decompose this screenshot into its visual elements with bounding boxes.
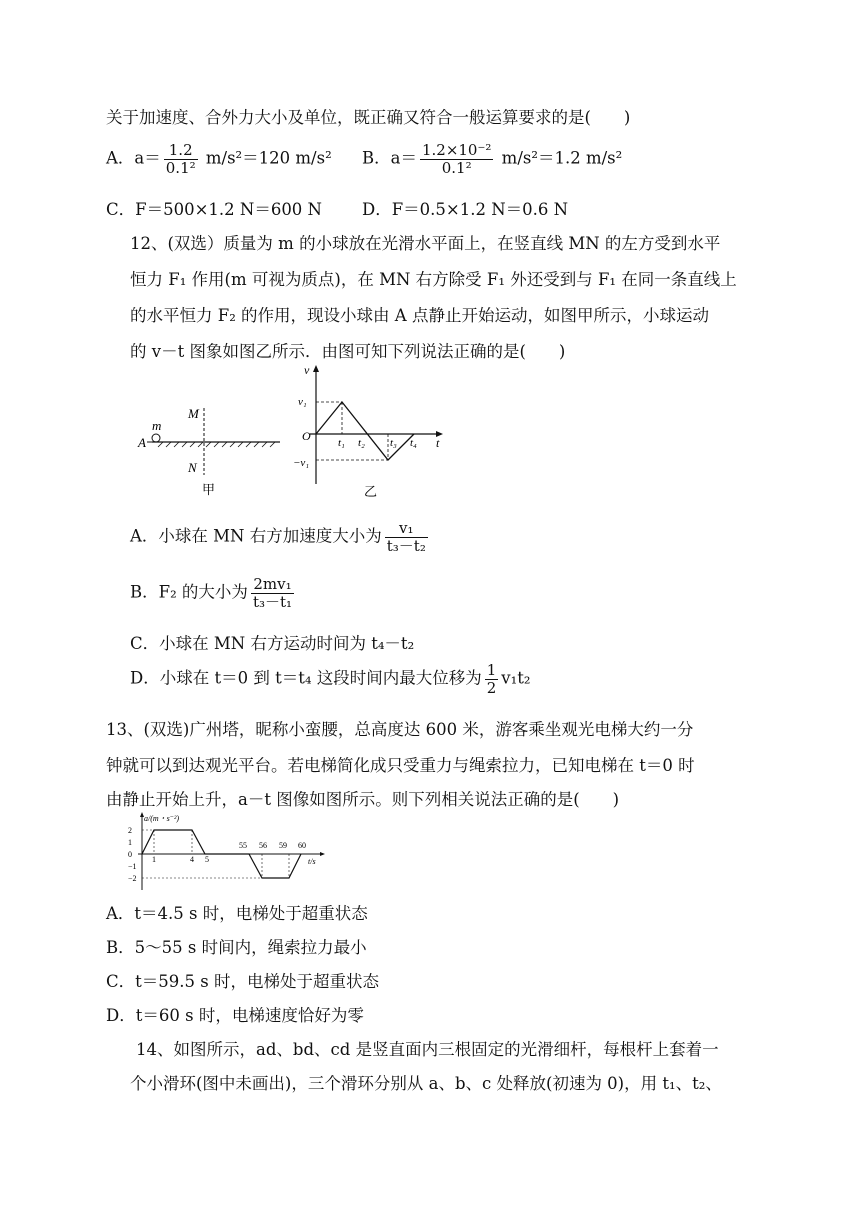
q12-d-den: 2 [486, 678, 497, 697]
at-ytick-label: −1 [128, 862, 137, 871]
q12-line1: 12、(双选）质量为 m 的小球放在光滑水平面上，在竖直线 MN 的左方受到水平 [130, 234, 721, 253]
q12-d-text: D．小球在 t＝0 到 t＝t₄ 这段时间内最大位移为 [130, 668, 482, 688]
fig-jia-m: m [152, 418, 162, 433]
fig-yi-t3: t₃ [390, 437, 397, 449]
q12-figure-yi [290, 362, 460, 502]
fig-jia-M: M [188, 406, 199, 421]
at-xtick-label: 56 [259, 841, 267, 850]
at-xtick-label: 60 [298, 841, 306, 850]
q11-option-c: C．F＝500×1.2 N＝600 N [106, 200, 322, 219]
at-xtick-label: 55 [239, 841, 247, 850]
q12-option-b [130, 576, 297, 610]
q11-a-tail: m/s²＝120 m/s² [200, 148, 332, 168]
at-xtick-label: 4 [190, 855, 194, 864]
q12-b-text: B．F₂ 的大小为 [130, 582, 248, 602]
q12-line2: 恒力 F₁ 作用(m 可视为质点)，在 MN 右方除受 F₁ 外还受到与 F₁ 在同一条直线上 [130, 270, 737, 289]
q13-option-c: C．t＝59.5 s 时，电梯处于超重状态 [106, 972, 379, 991]
at-xtick-label: 1 [152, 855, 156, 864]
fig-yi-origin: O [302, 429, 311, 443]
q12-option-a [130, 520, 431, 554]
q11-option-b [362, 142, 622, 176]
at-ytick-label: 2 [128, 826, 132, 835]
at-ytick-label: 1 [128, 838, 132, 847]
q12-d-fraction [485, 662, 499, 696]
at-xtick-label: 59 [279, 841, 287, 850]
q11-b-label: B．a＝ [362, 148, 417, 168]
q13-line3: 由静止开始上升，a－t 图像如图所示。则下列相关说法正确的是( ) [106, 790, 620, 809]
ground-hatching [158, 442, 275, 447]
q12-figure-jia [130, 380, 290, 500]
q11-b-fraction [420, 142, 493, 176]
fig-yi-t2: t₂ [358, 437, 365, 449]
at-ytick-label: 0 [128, 850, 132, 859]
q12-a-den: t₃－t₂ [386, 536, 426, 555]
q11-a-label: A．a＝ [106, 148, 161, 168]
q14-line1: 14、如图所示，ad、bd、cd 是竖直面内三根固定的光滑细杆，每根杆上套着一 [136, 1040, 719, 1059]
q12-a-num: v₁ [385, 520, 428, 538]
q13-line2: 钟就可以到达观光平台。若电梯简化成只受重力与绳索拉力，已知电梯在 t＝0 时 [106, 756, 695, 775]
q12-d-tail: v₁t₂ [501, 668, 531, 688]
fig-yi-t4: t₄ [410, 437, 417, 449]
q11-a-num: 1.2 [164, 142, 198, 160]
q11-b-den: 0.1² [441, 158, 472, 177]
q11-option-d: D．F＝0.5×1.2 N＝0.6 N [362, 200, 569, 219]
fig-yi-v1: v₁ [298, 396, 307, 408]
q12-line3: 的水平恒力 F₂ 的作用，现设小球由 A 点静止开始运动，如图甲所示，小球运动 [130, 306, 709, 325]
at-xlabel: t/s [308, 857, 316, 866]
q13-line1: 13、(双选)广州塔，昵称小蛮腰，总高度达 600 米，游客乘坐观光电梯大约一分 [106, 720, 694, 739]
q12-option-d [130, 662, 530, 696]
q12-d-num: 1 [486, 661, 497, 679]
q13-option-a: A．t＝4.5 s 时，电梯处于超重状态 [106, 904, 368, 923]
fig-jia-caption: 甲 [202, 482, 216, 497]
fig-yi-t-label: t [436, 436, 440, 450]
q11-b-tail: m/s²＝1.2 m/s² [496, 148, 623, 168]
q11-a-fraction [164, 142, 198, 176]
q13-at-chart [126, 812, 336, 890]
fig-jia-N: N [188, 460, 197, 475]
at-ylabel: a/(m・s⁻²) [144, 814, 180, 823]
q12-b-num: 2mv₁ [251, 576, 294, 594]
ball-icon [152, 434, 160, 442]
fig-yi-v-label: v [304, 363, 310, 377]
q13-option-d: D．t＝60 s 时，电梯速度恰好为零 [106, 1006, 364, 1025]
q12-b-den: t₃－t₁ [252, 592, 293, 611]
q12-b-fraction [251, 576, 294, 610]
at-ytick-label: −2 [128, 874, 137, 883]
fig-yi-neg-v1: −v₁ [293, 457, 310, 469]
q11-b-num: 1.2×10⁻² [421, 141, 492, 159]
at-xtick-label: 5 [205, 855, 209, 864]
q13-option-b: B．5～55 s 时间内，绳索拉力最小 [106, 938, 367, 957]
fig-yi-caption: 乙 [364, 484, 378, 499]
q11-a-den: 0.1² [165, 158, 196, 177]
q12-a-text: A．小球在 MN 右方加速度大小为 [130, 526, 382, 546]
q12-line4: 的 v－t 图象如图乙所示．由图可知下列说法正确的是( ) [130, 342, 566, 361]
q14-line2: 个小滑环(图中未画出)，三个滑环分别从 a、b、c 处释放(初速为 0)，用 t₁、t₂、 [130, 1074, 722, 1093]
q11-stem: 关于加速度、合外力大小及单位，既正确又符合一般运算要求的是( ) [106, 108, 631, 127]
q11-option-a [106, 142, 332, 176]
vt-curve [316, 402, 414, 460]
q12-a-fraction [385, 520, 428, 554]
fig-yi-t1: t₁ [338, 437, 345, 449]
q12-option-c: C．小球在 MN 右方运动时间为 t₄－t₂ [130, 634, 415, 653]
fig-jia-A: A [138, 435, 146, 450]
